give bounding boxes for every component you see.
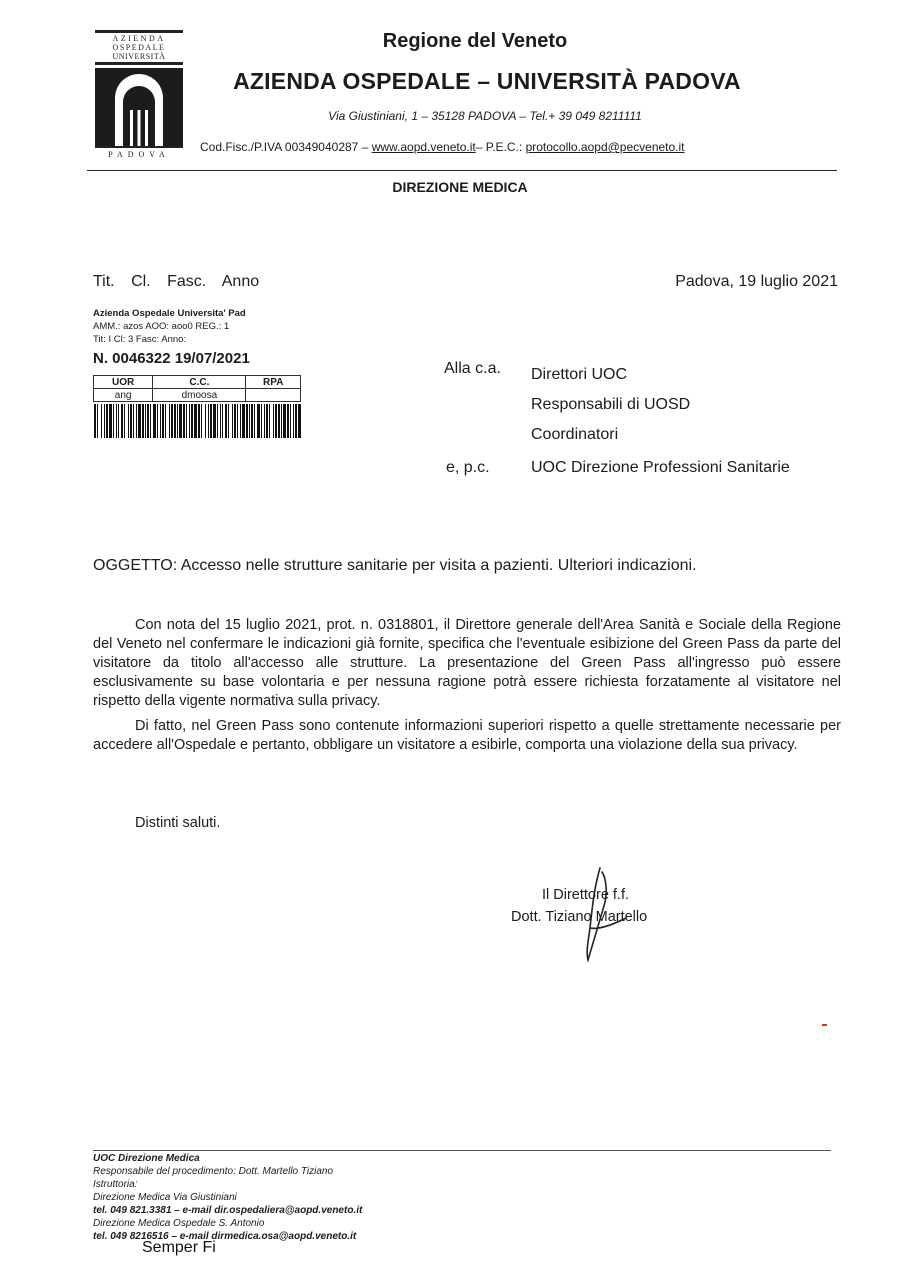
watermark-text: Semper Fi [142,1239,216,1256]
region-name: Regione del Veneto [382,30,568,52]
signatory-title: Il Direttore f.f. [542,887,630,903]
letter-body [93,616,841,761]
svg-text:UNIVERSITÀ: UNIVERSITÀ [112,52,166,61]
footer-contact-2: tel. 049 8216516 – e-mail dirmedica.osa@aopd.veneto.it [93,1231,357,1242]
stamp-line-3: Tit: I Cl: 3 Fasc: Anno: [93,334,187,345]
footer-block [93,1152,362,1243]
recipient-item: Coordinatori [531,426,619,443]
footer-istruttoria: Istruttoria: [93,1179,138,1190]
stamp-val-cc: dmoosa [153,389,246,402]
recipient-list [531,360,690,450]
stamp-line-1: Azienda Ospedale Universita' Pad [93,308,246,319]
hospital-logo [95,30,183,158]
stamp-val-uor: ang [94,389,153,402]
svg-text:OSPEDALE: OSPEDALE [112,43,166,52]
stamp-col-cc: C.C. [153,376,246,389]
footer-unit: UOC Direzione Medica [93,1153,200,1164]
header-divider [87,170,837,171]
footer-location-1: Direzione Medica Via Giustiniani [93,1192,237,1203]
stamp-table [93,375,301,402]
recipient-label: Alla c.a. [444,360,501,377]
footer-contact-1: tel. 049 821.3381 – e-mail dir.ospedaliera@aopd.veneto.it [93,1205,363,1216]
signatory-name: Dott. Tiziano Martello [511,909,648,925]
footer-responsabile: Responsabile del procedimento: Dott. Martello Tiziano [93,1166,334,1177]
classification-labels: Tit. Cl. Fasc. Anno [93,273,260,290]
institution-address: Via Giustiniani, 1 – 35128 PADOVA – Tel.+ 39 049 8211111 [328,109,642,123]
stamp-line-2: AMM.: azos AOO: aoo0 REG.: 1 [93,321,230,332]
website-link[interactable]: www.aopd.veneto.it [371,140,476,154]
pec-link[interactable]: protocollo.aopd@pecveneto.it [525,140,685,154]
pec-label: – P.E.C.: [475,140,526,154]
closing-salutation: Distinti saluti. [135,815,221,831]
fiscal-code: Cod.Fisc./P.IVA 00349040287 – [200,140,372,154]
cc-recipient: UOC Direzione Professioni Sanitarie [531,459,790,476]
svg-text:AZIENDA: AZIENDA [112,34,166,43]
institution-name: AZIENDA OSPEDALE – UNIVERSITÀ PADOVA [233,68,741,94]
footer-divider [93,1150,831,1151]
cc-label: e, p.c. [446,459,490,476]
body-paragraph-2: Di fatto, nel Green Pass sono contenute informazioni superiori rispetto a quelle strettamente necessarie per accedere all'Ospedale e pertanto, obbligare un visitatore a esibirle, comporta una violazione della sua privacy. [93,718,841,753]
department-title: DIREZIONE MEDICA [392,179,528,195]
handwritten-signature [570,866,630,962]
barcode [93,404,301,438]
recipient-item: Responsabili di UOSD [531,396,691,413]
protocol-stamp [93,308,301,438]
protocol-number: N. 0046322 19/07/2021 [93,350,250,367]
institution-codes [200,140,800,154]
stamp-val-rpa [246,389,301,402]
stamp-col-rpa: RPA [246,376,301,389]
letter-date: Padova, 19 luglio 2021 [675,273,838,290]
stamp-col-uor: UOR [94,376,153,389]
svg-text:PADOVA: PADOVA [108,150,170,158]
footer-location-2: Direzione Medica Ospedale S. Antonio [93,1218,265,1229]
recipient-item: Direttori UOC [531,366,628,383]
red-speck [822,1024,827,1026]
body-paragraph-1: Con nota del 15 luglio 2021, prot. n. 0318801, il Direttore generale dell'Area Sanità e Sociale della Regione del Veneto nel confermare le indicazioni già fornite, specifica che l'eventuale esibizione del Green Pass da parte del visitatore da titolo all'accesso alle strutture. La presentazione del Green Pass all'ingresso può essere esclusivamente su base volontaria e per nessuna ragione potrà essere richiesta forzatamente al visitatore nel rispetto della vigente normativa sulla privacy. [93,617,841,709]
subject-line: OGGETTO: Accesso nelle strutture sanitarie per visita a pazienti. Ulteriori indicazioni. [93,557,697,574]
